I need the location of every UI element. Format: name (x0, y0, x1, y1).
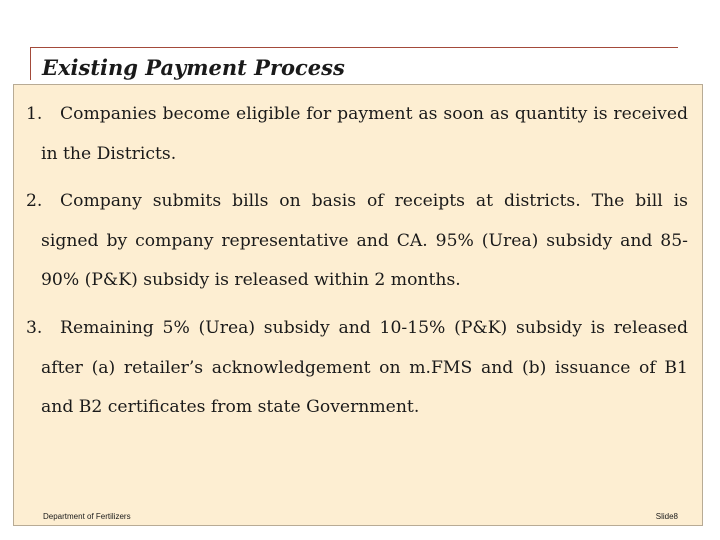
point-3-text: Remaining 5% (Urea) subsidy and 10-15% (P&K) subsidy is released after (a) retailer’s acknowledgement on m.FMS and (b) issuance of B1 and B2 certificates from state Government. (41, 318, 688, 417)
point-2-text: Company submits bills on basis of receipts at districts. The bill is signed by company representative and CA. 95% (Urea) subsidy and 85-90% (P&K) subsidy is released within 2 months. (41, 191, 688, 290)
title-rule-top (30, 47, 678, 48)
content-box (13, 84, 703, 526)
point-2 (26, 182, 688, 301)
footer-slide-number: Slide8 (655, 512, 678, 521)
slide-title: Existing Payment Process (42, 55, 345, 80)
point-1-text: Companies become eligible for payment as soon as quantity is received in the Districts. (41, 104, 688, 164)
point-1 (26, 95, 688, 174)
point-1-number: 1. (26, 104, 43, 124)
point-2-number: 2. (26, 191, 43, 211)
footer-department: Department of Fertilizers (43, 512, 131, 521)
title-rule-left (30, 47, 31, 80)
point-3 (26, 309, 688, 428)
point-3-number: 3. (26, 318, 43, 338)
